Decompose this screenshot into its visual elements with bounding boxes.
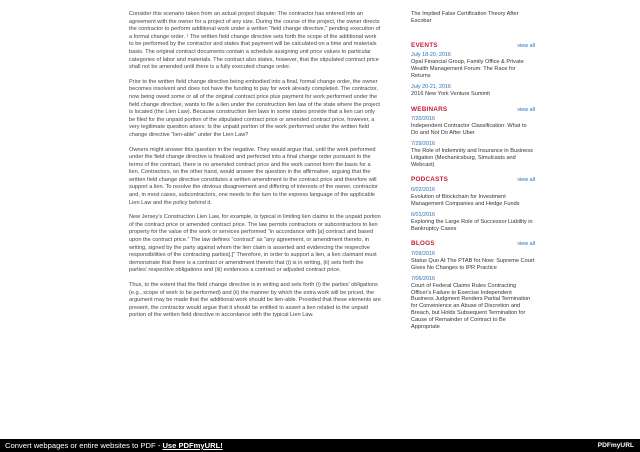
- article-paragraph: Thus, to the extent that the field change directive is in writing and sets forth (i) the parties’ obligations (e.g., scope of work to be performed) and (ii) the manner by which the extra work will be priced, the argument may be made that the additional work should be lien-able. Provided that these elements are present, the contractor would argue that it should be entitled to assert a lien related to the unpaid portion of the written field directive in accordance with the typical Lien Law.: [129, 282, 381, 319]
- item-date: 7/20/2016: [411, 116, 435, 123]
- section-title: BLOGS: [411, 240, 435, 248]
- view-all-link[interactable]: view all: [517, 106, 535, 113]
- view-all-link[interactable]: view all: [517, 177, 535, 184]
- item-link[interactable]: Court of Federal Claims Rules Contracting Officer's Failure to Exercise Independent Business Judgment Renders Partial Termination for Convenience an Abuse of Discretion and Breach, but Holds Subsequent Termination for Cause of Remainder of Contract to Be Appropriate: [411, 282, 531, 330]
- article-paragraph: Consider this scenario taken from an actual project dispute: The contractor has entered into an agreement with the owner for a project of any size. During the course of the project, the owner directs the contractor to perform additional work under a written “field change directive,” pending execution of a formal change order. ¹ The written field change directive sets forth the scope of the additional work to be performed by the contractor and states that payment will be calculated on a time and materials basis. The original contract documents contain a schedule assigning unit price values to particular categories of labor and materials. The contract also states, however, that the stipulated contract price shall not be amended until there is a fully executed change order.: [129, 11, 381, 71]
- article-paragraph: Owners might answer this question in the negative. They would argue that, until the work performed under the field change directive is finalized and perfected into a final change order pursuant to the terms of the contract, there is no amended contract price and the work cannot form the basis for a lien. Contractors, on the other hand, would answer the question in the affirmative, arguing that the written field change directive constitutes a written amendment to the contract price and therefore will support a lien. To resolve the obvious disagreement and differing of interests of the owner, contractor and, in most cases, subcontractors, one needs to the turn to the express language of the applicable Lien Law and the policy behind it.: [129, 146, 378, 206]
- banner-text: Convert webpages or entire websites to PDF -: [5, 441, 163, 450]
- blogs-section: [411, 241, 535, 330]
- podcasts-section: [411, 177, 535, 232]
- view-all-link[interactable]: view all: [517, 241, 535, 248]
- section-title: PODCASTS: [411, 176, 449, 184]
- item-link[interactable]: 2016 New York Venture Summit: [411, 90, 490, 97]
- article-paragraph: New Jersey’s Construction Lien Law, for example, is typical in limiting lien claims to the unpaid portion of the contract price or amended contract price. The law permits contractors or subcontractors to lien property for the value of the work or services performed “in accordance with [a] contract and based upon the contract price.” The law defines “contract” as “any agreement, or amendment thereto, in writing, signed by the party against whom the lien claim is asserted and evidencing the respective responsibilities of the contracting parties[.]” Therefore, in order to support a lien, a lien claimant must demonstrate that there is a contract or amendment thereto that (i) is in writing, (ii) sets forth the parties’ respective obligations and (iii) evidences a contract or adjusted contract price.: [129, 214, 381, 274]
- section-title: WEBINARS: [411, 105, 448, 113]
- item-date: July 18-20, 2016: [411, 52, 451, 59]
- section-title: EVENTS: [411, 41, 438, 49]
- item-link[interactable]: Opal Financial Group, Family Office & Private Wealth Management Forum: The Race for Returns: [411, 59, 524, 79]
- events-section: [411, 43, 535, 98]
- list-item: [411, 212, 535, 233]
- list-item: [411, 276, 535, 331]
- item-link[interactable]: Exploring the Large Role of Successor Liability in Bankruptcy Cases: [411, 218, 533, 232]
- list-item: [411, 141, 535, 168]
- list-item: [411, 52, 535, 79]
- list-item: [411, 251, 535, 272]
- article-paragraph: Prior to the written field change directive being embodied into a final, formal change order, the owner becomes insolvent and does not have the funding to pay for work already completed. The contractor, now being owed some or all of the original contract price plus payment for work performed under the field change directive, wants to file a lien under the construction lien law of the state where the project is located (the Lien Law). Because construction lien laws in some states provide that a lien can only be filed for the unpaid portion of the stipulated contract price or amended contract price, however, a very legitimate question arises: Is the unpaid portion of the work performed under the written field change directive “lien-able” under the Lien Law?: [129, 78, 380, 138]
- view-all-link[interactable]: view all: [517, 42, 535, 49]
- item-date: 7/09/2016: [411, 251, 435, 258]
- pdfmyurl-logo[interactable]: PDFmyURL: [597, 442, 634, 449]
- pdf-banner: [0, 439, 640, 452]
- item-link[interactable]: The Role of Indemnity and Insurance in Business Litigation (Mechanicsburg, Simulcasts and Webcast): [411, 147, 533, 168]
- item-date: 6/02/2016: [411, 187, 435, 194]
- banner-text-wrap: [5, 439, 223, 452]
- pdfmyurl-link[interactable]: Use PDFmyURL!: [162, 441, 223, 450]
- list-item: [411, 187, 535, 208]
- list-item: [411, 84, 535, 98]
- article-body: [129, 11, 381, 327]
- sidebar-top-link[interactable]: The Implied False Certification Theory After Escobar: [411, 11, 519, 24]
- item-link[interactable]: Status Quo At The PTAB for Now: Supreme Court Gives No Changes to IPR Practice: [411, 258, 535, 271]
- item-date: 6/01/2016: [411, 211, 435, 218]
- list-item: [411, 116, 535, 137]
- item-date: 7/29/2016: [411, 140, 435, 147]
- item-date: July 20-21, 2016: [411, 83, 451, 90]
- item-link[interactable]: Evolution of Blockchain for Investment Management Companies and Hedge Funds: [411, 194, 520, 207]
- webinars-section: [411, 107, 535, 169]
- sidebar: [411, 11, 535, 339]
- item-link[interactable]: Independent Contractor Classification: What to Do and Not Do After Uber: [411, 123, 527, 137]
- item-date: 7/06/2016: [411, 275, 435, 282]
